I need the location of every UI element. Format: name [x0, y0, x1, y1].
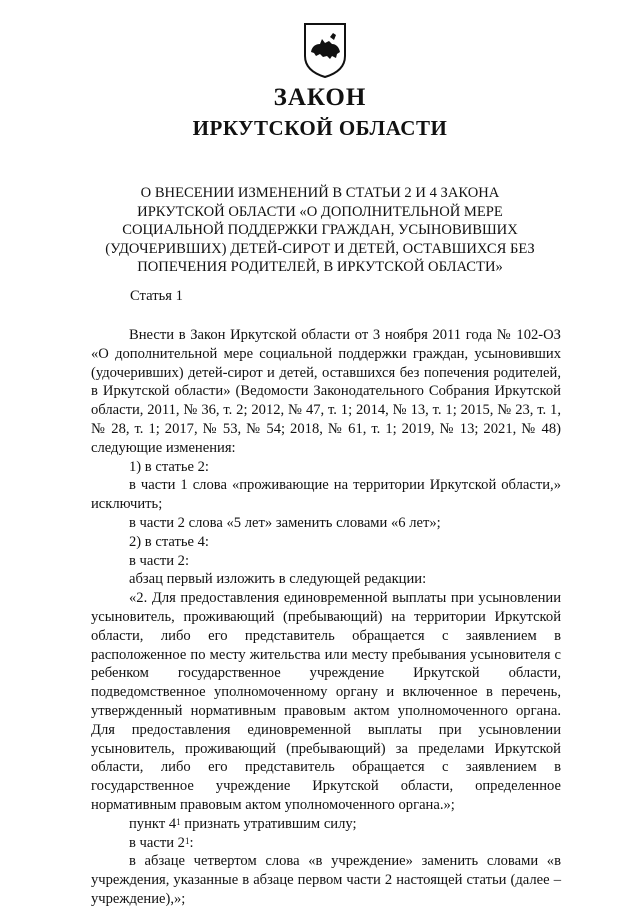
list-item: в части 2:: [129, 552, 190, 569]
article-body: [91, 326, 561, 909]
list-item: [91, 815, 561, 834]
list-item: абзац первый изложить в следующей редакции:: [129, 571, 427, 588]
law-heading: О ВНЕСЕНИИ ИЗМЕНЕНИЙ В СТАТЬИ 2 И 4 ЗАКОНА ИРКУТСКОЙ ОБЛАСТИ «О ДОПОЛНИТЕЛЬНОЙ МЕРЕ СОЦИАЛЬНОЙ ПОДДЕРЖКИ ГРАЖДАН, УСЫНОВИВШИХ (УДОЧЕРИВШИХ) ДЕТЕЙ-СИРОТ И ДЕТЕЙ, ОСТАВШИХСЯ БЕЗ ПОПЕЧЕНИЯ РОДИТЕЛЕЙ, В ИРКУТСКОЙ ОБЛАСТИ»: [105, 185, 535, 276]
text-segment: признать утратившим силу;: [180, 815, 357, 832]
article-label: Статья 1: [130, 288, 183, 304]
text-segment: :: [189, 834, 194, 851]
coat-of-arms-icon: [303, 22, 347, 78]
document-subtitle: ИРКУТСКОЙ ОБЛАСТИ: [192, 116, 448, 140]
intro-paragraph: Внести в Закон Иркутской области от 3 ноября 2011 года № 102-ОЗ «О дополнительной мере социальной поддержки граждан, усыновивших (удочеривших) детей-сирот и детей, оставшихся без попечения родителей, в Иркутской области» (Ведомости Законодательного Собрания Иркутской области, 2011, № 36, т. 2; 2012, № 47, т. 1; 2014, № 13, т. 1; 2015, № 23, т. 1, № 28, т. 1; 2017, № 53, № 54; 2018, № 61, т. 1; 2019, № 13; 2021, № 48) следующие изменения:: [91, 327, 561, 456]
list-item: в части 1 слова «проживающие на территории Иркутской области,» исключить;: [91, 477, 561, 513]
list-item: в части 2 слова «5 лет» заменить словами «6 лет»;: [129, 514, 441, 531]
text-segment: пункт 4: [129, 815, 177, 832]
quoted-amendment: «2. Для предоставления единовременной выплаты при усыновлении усыновитель, проживающий (пребывающий) на территории Иркутской области, либо его представитель обращается с заявлением в расположенное по месту жительства или месту пребывания усыновителя с ребенком государственное учреждение Иркутской области, подведомственное уполномоченному органу и включенное в перечень, утвержденный нормативным правовым актом уполномоченного органа. Для предоставления единовременной выплаты при усыновлении усыновитель, проживающий (пребывающий) за пределами Иркутской области, либо его представитель обращается с заявлением в государственное учреждение Иркутской области, определенное нормативным правовым актом уполномоченного органа.»;: [91, 590, 561, 813]
document-title: ЗАКОН: [273, 84, 367, 111]
list-item: 2) в статье 4:: [129, 533, 209, 550]
list-item: в абзаце четвертом слова «в учреждение» заменить словами «в учреждения, указанные в абзаце первом части 2 настоящей статьи (далее – учреждение),»;: [91, 853, 561, 907]
superscript: 1: [184, 835, 190, 846]
text-segment: в части 2: [129, 834, 185, 851]
superscript: 1: [176, 816, 181, 827]
list-item: 1) в статье 2:: [129, 458, 209, 475]
list-item: [91, 834, 561, 853]
